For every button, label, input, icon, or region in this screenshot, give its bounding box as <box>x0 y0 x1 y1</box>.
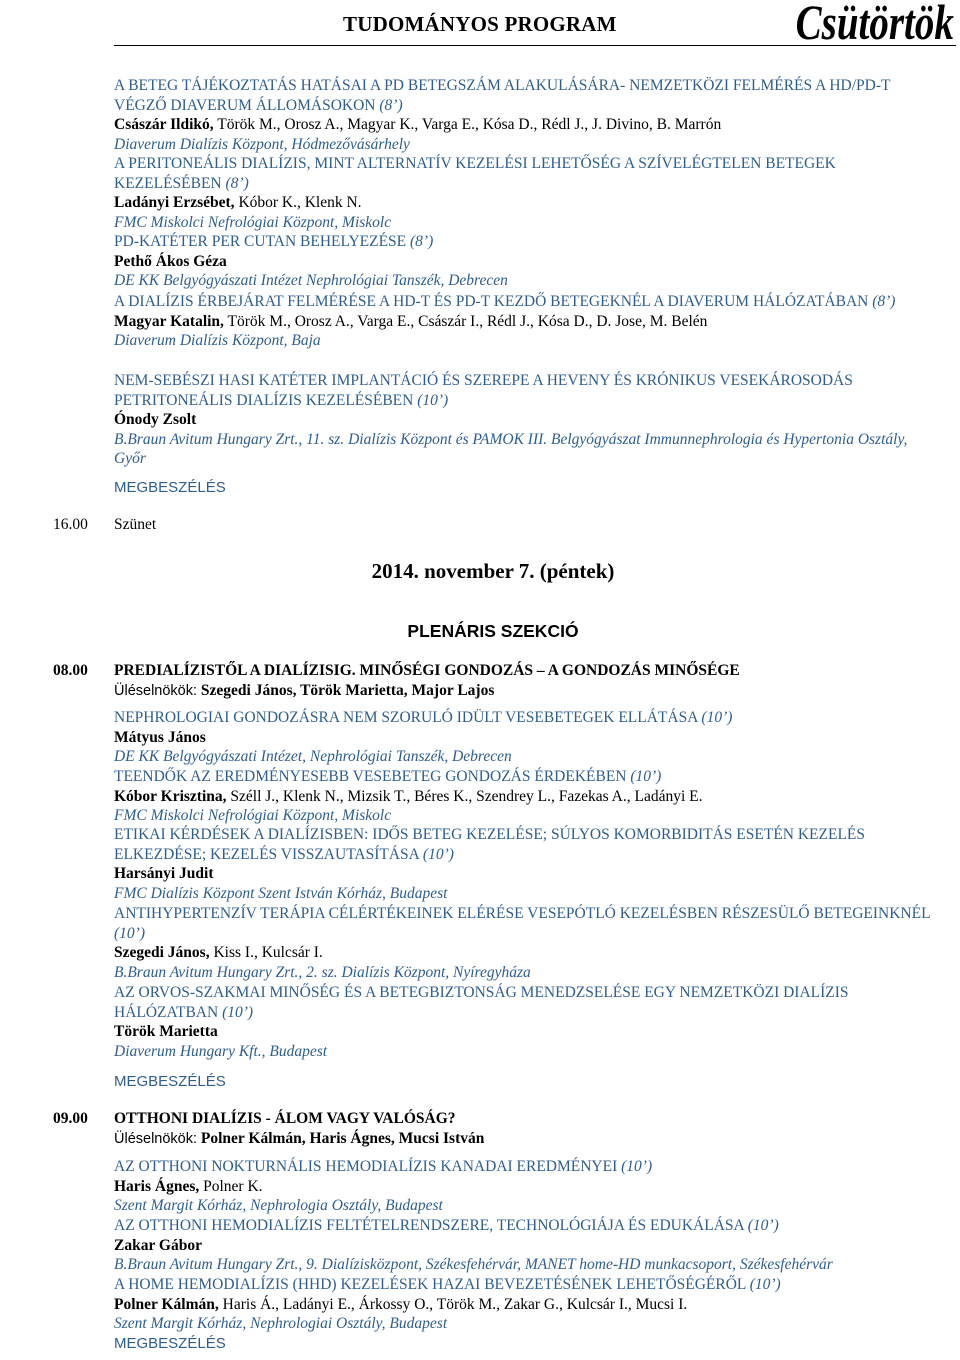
talk-entry <box>114 708 934 767</box>
discussion-label: MEGBESZÉLÉS <box>114 479 226 496</box>
talk-title: AZ OTTHONI HEMODIALÍZIS FELTÉTELRENDSZERE, TECHNOLÓGIÁJA ÉS EDUKÁLÁSA (10’) <box>114 1217 779 1234</box>
talk-authors: Zakar Gábor <box>114 1236 202 1254</box>
talk-entry <box>114 76 934 154</box>
session-title: PREDIALÍZISTŐL A DIALÍZISIG. MINŐSÉGI GONDOZÁS – A GONDOZÁS MINŐSÉGE <box>114 662 740 679</box>
talk-affiliation: Diaverum Hungary Kft., Budapest <box>114 1042 328 1060</box>
talk-title: ANTIHYPERTENZÍV TERÁPIA CÉLÉRTÉKEINEK ELÉRÉSE VESEPÓTLÓ KEZELÉSBEN RÉSZESÜLŐ BETEGEINKNÉL (10’) <box>114 905 930 942</box>
discussion-label: MEGBESZÉLÉS <box>114 1335 226 1352</box>
session-chairs: Üléselnökök: Szegedi János, Török Marietta, Major Lajos <box>114 681 495 699</box>
talk-affiliation: B.Braun Avitum Hungary Zrt., 2. sz. Dialízis Központ, Nyíregyháza <box>114 963 531 981</box>
session-time: 08.00 <box>53 662 88 679</box>
talk-authors: Török Marietta <box>114 1023 218 1041</box>
talk-affiliation: DE KK Belgyógyászati Intézet, Nephrológiai Tanszék, Debrecen <box>114 748 512 766</box>
talk-title: A PERITONEÁLIS DIALÍZIS, MINT ALTERNATÍV KEZELÉSI LEHETŐSÉG A SZÍVELÉGTELEN BETEGEK KEZELÉSÉBEN (8’) <box>114 155 836 192</box>
talk-affiliation: B.Braun Avitum Hungary Zrt., 9. Dialízisközpont, Székesfehérvár, MANET home-HD munkacsoport, Székesfehérvár <box>114 1256 833 1274</box>
talk-title: TEENDŐK AZ EREDMÉNYESEBB VESEBETEG GONDOZÁS ÉRDEKÉBEN (10’) <box>114 768 662 785</box>
talk-affiliation: B.Braun Avitum Hungary Zrt., 11. sz. Dialízis Központ és PAMOK III. Belgyógyászat Immunnephrologia és Hypertonia Osztály, Győr <box>114 430 908 468</box>
talk-entry <box>114 1275 934 1334</box>
page-header <box>0 0 960 50</box>
talk-title: AZ ORVOS-SZAKMAI MINŐSÉG ÉS A BETEGBIZTONSÁG MENEDZSELÉSE EGY NEMZETKÖZI DIALÍZIS HÁLÓZATBAN (10’) <box>114 984 849 1021</box>
talk-authors: Haris Ágnes, Polner K. <box>114 1177 263 1195</box>
header-day: Csütörtök <box>795 0 954 50</box>
talk-authors: Ladányi Erzsébet, Kóbor K., Klenk N. <box>114 194 362 212</box>
talk-affiliation: FMC Miskolci Nefrológiai Központ, Miskolc <box>114 213 392 231</box>
talk-entry <box>114 904 934 982</box>
header-rule <box>114 45 956 46</box>
break-time: 16.00 <box>53 516 88 533</box>
talk-authors: Polner Kálmán, Haris Á., Ladányi E., Árkossy O., Török M., Zakar G., Kulcsár I., Mucsi I. <box>114 1295 688 1313</box>
talk-authors: Magyar Katalin, Török M., Orosz A., Varga E., Császár I., Rédl J., Kósa D., D. Jose, M. Belén <box>114 312 708 330</box>
day-heading: 2014. november 7. (péntek) <box>371 559 615 583</box>
talk-authors: Pethő Ákos Géza <box>114 252 227 270</box>
talk-entry <box>114 292 934 351</box>
talk-title: A HOME HEMODIALÍZIS (HHD) KEZELÉSEK HAZAI BEVEZETÉSÉNEK LEHETŐSÉGÉRŐL (10’) <box>114 1276 781 1293</box>
talk-affiliation: Diaverum Dialízis Központ, Baja <box>114 332 321 350</box>
talk-entry <box>114 767 934 826</box>
talk-title: ETIKAI KÉRDÉSEK A DIALÍZISBEN: IDŐS BETEG KEZELÉSE; SÚLYOS KOMORBIDITÁS ESETÉN KEZELÉS ELKEZDÉSE; KEZELÉS VISSZAUTASÍTÁSA (10’) <box>114 826 866 863</box>
break-label: Szünet <box>114 516 157 533</box>
talk-entry <box>114 825 934 903</box>
talk-affiliation: FMC Miskolci Nefrológiai Központ, Miskolc <box>114 807 392 825</box>
talk-title: AZ OTTHONI NOKTURNÁLIS HEMODIALÍZIS KANADAI EREDMÉNYEI (10’) <box>114 1158 653 1175</box>
talk-entry <box>114 371 934 469</box>
talk-authors: Császár Ildikó, Török M., Orosz A., Magyar K., Varga E., Kósa D., Rédl J., J. Divino, B. Marrón <box>114 116 722 134</box>
talk-authors: Szegedi János, Kiss I., Kulcsár I. <box>114 944 323 962</box>
session-header <box>114 661 934 701</box>
talk-title: A BETEG TÁJÉKOZTATÁS HATÁSAI A PD BETEGSZÁM ALAKULÁSÁRA- NEMZETKÖZI FELMÉRÉS A HD/PD-T VÉGZŐ DIAVERUM ÁLLOMÁSOKON (8’) <box>114 77 891 114</box>
talk-authors: Kóbor Krisztina, Széll J., Klenk N., Mizsik T., Béres K., Szendrey L., Fazekas A., Ladányi E. <box>114 787 703 805</box>
talk-title: NEM-SEBÉSZI HASI KATÉTER IMPLANTÁCIÓ ÉS SZEREPE A HEVENY ÉS KRÓNIKUS VESEKÁROSODÁS PETRITONEÁLIS DIALÍZIS KEZELÉSÉBEN (10’) <box>114 372 853 409</box>
talk-affiliation: DE KK Belgyógyászati Intézet Nephrológiai Tanszék, Debrecen <box>114 272 508 290</box>
talk-affiliation: Diaverum Dialízis Központ, Hódmezővásárhely <box>114 135 410 153</box>
talk-authors: Harsányi Judit <box>114 865 214 883</box>
talk-title: PD-KATÉTER PER CUTAN BEHELYEZÉSE (8’) <box>114 233 434 250</box>
session-title: OTTHONI DIALÍZIS - ÁLOM VAGY VALÓSÁG? <box>114 1110 456 1127</box>
talk-entry <box>114 1216 934 1275</box>
talk-affiliation: Szent Margit Kórház, Nephrologia Osztály, Budapest <box>114 1197 443 1215</box>
session-header <box>114 1109 934 1149</box>
header-title: TUDOMÁNYOS PROGRAM <box>343 12 617 36</box>
discussion-label: MEGBESZÉLÉS <box>114 1073 226 1090</box>
talk-title: A DIALÍZIS ÉRBEJÁRAT FELMÉRÉSE A HD-T ÉS PD-T KEZDŐ BETEGEKNÉL A DIAVERUM HÁLÓZATÁBAN (8’) <box>114 293 896 310</box>
section-heading: PLENÁRIS SZEKCIÓ <box>407 621 579 641</box>
talk-affiliation: FMC Dialízis Központ Szent István Kórház, Budapest <box>114 884 448 902</box>
session-time: 09.00 <box>53 1110 88 1127</box>
talk-entry <box>114 983 934 1061</box>
talk-entry <box>114 1157 934 1216</box>
talk-authors: Ónody Zsolt <box>114 411 197 429</box>
talk-title: NEPHROLOGIAI GONDOZÁSRA NEM SZORULÓ IDÜLT VESEBETEGEK ELLÁTÁSA (10’) <box>114 709 733 726</box>
session-chairs: Üléselnökök: Polner Kálmán, Haris Ágnes, Mucsi István <box>114 1129 485 1147</box>
talk-affiliation: Szent Margit Kórház, Nephrologiai Osztály, Budapest <box>114 1315 448 1333</box>
talk-entry <box>114 154 934 232</box>
talk-authors: Mátyus János <box>114 728 206 746</box>
talk-entry <box>114 232 934 291</box>
